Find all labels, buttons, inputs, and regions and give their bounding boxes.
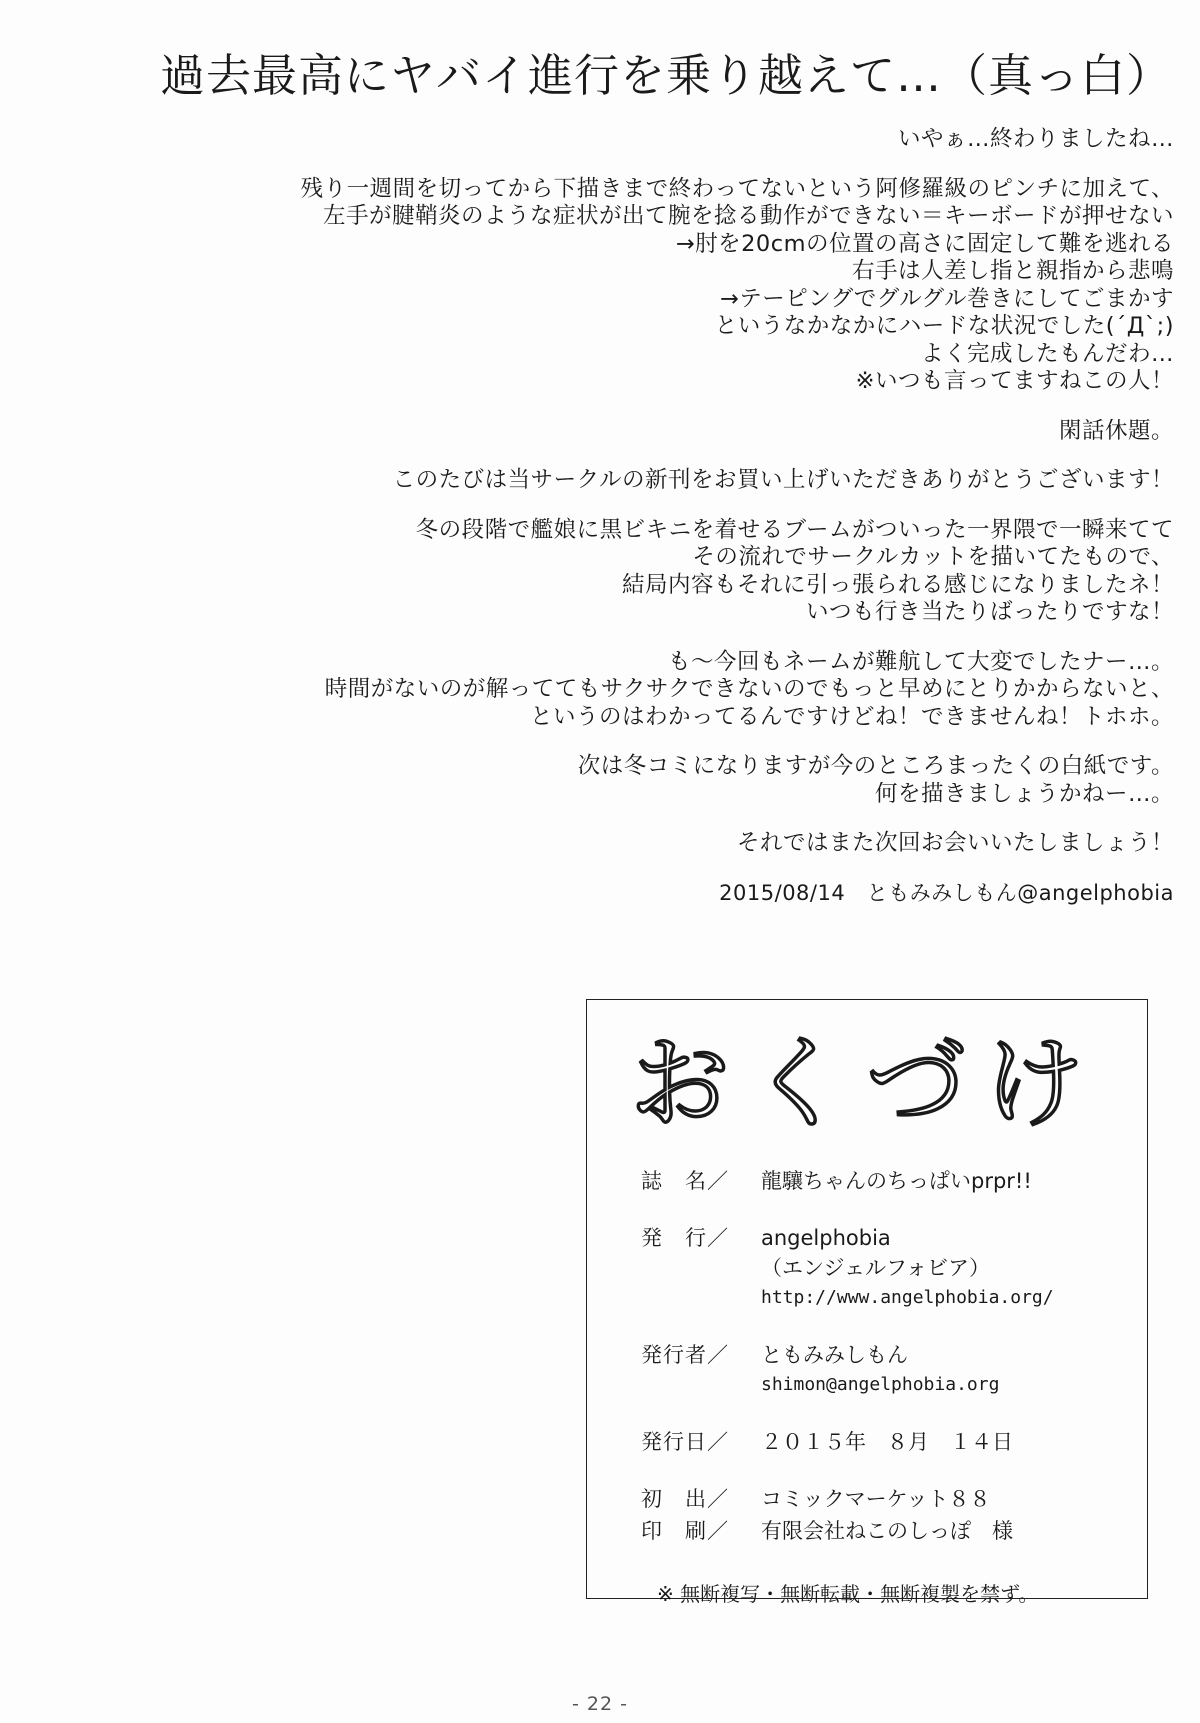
afterword-line: よく完成したもんだわ…	[920, 340, 1174, 367]
colophon-value: 龍驤ちゃんのちっぱいprpr!!	[761, 1169, 1032, 1193]
afterword-line: 閑話休題。	[1058, 417, 1174, 444]
afterword-paragraph	[164, 176, 1174, 396]
colophon-label: 発行者／	[641, 1343, 729, 1367]
afterword-line: 冬の段階で艦娘に黒ビキニを着せるブームがついった一界隈で一瞬来てて	[415, 516, 1174, 543]
afterword-line: 次は冬コミになりますが今のところまったくの白紙です。	[577, 753, 1174, 779]
afterword-line: 左手が腱鞘炎のような症状が出て腕を捻る動作ができない＝キーボードが押せない	[322, 203, 1174, 229]
afterword-line: →肘を20cmの位置の高さに固定して難を逃れる	[675, 230, 1174, 257]
afterword-line: 何を描きましょうかねー…。	[874, 780, 1174, 807]
colophon-label: 誌 名／	[641, 1169, 729, 1193]
page-number: - 22 -	[572, 1693, 628, 1715]
afterword-paragraph	[164, 830, 1174, 858]
colophon-value: コミックマーケット８８	[761, 1487, 991, 1511]
colophon-box	[586, 999, 1148, 1606]
colophon-heading	[621, 1026, 1111, 1136]
colophon-label: 発行日／	[641, 1430, 729, 1454]
colophon-label: 初 出／	[641, 1487, 729, 1511]
colophon-row-publisher	[641, 1223, 1131, 1313]
colophon-label: 発 行／	[641, 1226, 729, 1250]
afterword-line: 時間がないのが解っててもサクサクできないのでもっと早めにとりかからないと、	[324, 676, 1174, 702]
afterword-paragraph	[164, 418, 1174, 446]
colophon-url: http://www.angelphobia.org/	[761, 1287, 1054, 1308]
afterword-line: このたびは当サークルの新刊をお買い上げいただきありがとうございます！	[392, 467, 1174, 493]
signature: 2015/08/14 ともみみしもん@angelphobia	[719, 880, 1174, 905]
colophon-value: 有限会社ねこのしっぽ 様	[761, 1519, 1013, 1543]
afterword-line: 右手は人差し指と親指から悲鳴	[851, 258, 1174, 284]
afterword-paragraph	[164, 649, 1174, 732]
copyright-notice: ※ 無断複写・無断転載・無断複製を禁ず。	[657, 1582, 1039, 1606]
afterword-line: ※いつも言ってますねこの人！	[855, 368, 1174, 394]
afterword-line: というなかなかにハードな状況でした(´Д`;)	[714, 313, 1174, 339]
colophon-row-date	[641, 1427, 1131, 1457]
colophon-label: 印 刷／	[641, 1519, 729, 1543]
page-title: 過去最高にヤバイ進行を乗り越えて…（真っ白）	[160, 49, 1173, 102]
afterword-line: いつも行き当たりばったりですな！	[805, 599, 1174, 625]
afterword-paragraph	[164, 753, 1174, 808]
colophon-value: ともみみしもん	[761, 1343, 908, 1367]
colophon-row-first-release	[641, 1484, 1131, 1514]
colophon-heading-text: おくづけ	[630, 1026, 1102, 1136]
afterword-paragraph	[164, 126, 1174, 154]
afterword-line: も～今回もネームが難航して大変でしたナー…。	[667, 648, 1174, 675]
afterword-line: その流れでサークルカットを描いてたもので、	[692, 544, 1174, 570]
colophon-row-title	[641, 1166, 1131, 1196]
colophon-value: （エンジェルフォビア）	[761, 1256, 991, 1280]
colophon-email: shimon@angelphobia.org	[761, 1374, 1000, 1395]
afterword-line: 結局内容もそれに引っ張られる感じになりましたネ！	[621, 571, 1174, 598]
colophon-value: ２０１５年 ８月 １４日	[761, 1430, 1013, 1454]
afterword-paragraph	[164, 517, 1174, 627]
colophon-rows	[641, 1166, 1131, 1573]
afterword-line: 残り一週間を切ってから下描きまで終わってないという阿修羅級のピンチに加えて、	[300, 175, 1174, 202]
afterword-line: それではまた次回お会いいたしましょう！	[736, 830, 1174, 856]
afterword-line: →テーピングでグルグル巻きにしてごまかす	[719, 285, 1174, 312]
colophon-row-printer	[641, 1516, 1131, 1546]
colophon-row-author	[641, 1340, 1131, 1400]
afterword-paragraph	[164, 467, 1174, 495]
colophon-value: angelphobia	[761, 1226, 891, 1250]
afterword	[164, 126, 1174, 907]
afterword-line: というのはわかってるんですけどね！できませんね！トホホ。	[529, 703, 1174, 730]
afterword-line: いやぁ…終わりましたね…	[897, 126, 1174, 152]
